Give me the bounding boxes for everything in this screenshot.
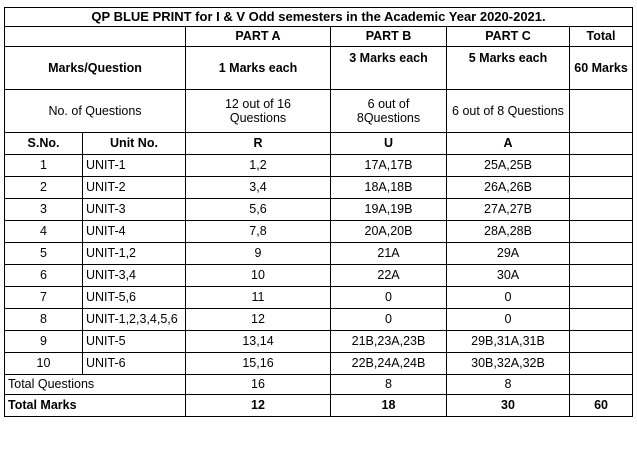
row-part-b: 19A,19B [331, 199, 447, 221]
row-unit: UNIT-6 [83, 353, 186, 375]
table-row [5, 353, 633, 375]
table-row [5, 243, 633, 265]
row-part-a: 9 [186, 243, 331, 265]
table-row [5, 155, 633, 177]
total-questions-part-c: 8 [447, 375, 570, 395]
part-c-marks: 5 Marks each [447, 47, 570, 90]
row-part-b: 0 [331, 309, 447, 331]
row-sno: 8 [5, 309, 83, 331]
total-marks-label: Total Marks [5, 395, 186, 417]
row-part-c: 30A [447, 265, 570, 287]
total-marks-part-c: 30 [447, 395, 570, 417]
row-unit: UNIT-1,2 [83, 243, 186, 265]
row-part-c: 29B,31A,31B [447, 331, 570, 353]
total-marks-grand-total: 60 [570, 395, 633, 417]
num-questions-label: No. of Questions [5, 90, 186, 133]
row-sno: 2 [5, 177, 83, 199]
row-part-a: 5,6 [186, 199, 331, 221]
row-unit: UNIT-3,4 [83, 265, 186, 287]
row-part-c: 30B,32A,32B [447, 353, 570, 375]
row-sno: 9 [5, 331, 83, 353]
part-a-num-questions: 12 out of 16 Questions [186, 90, 331, 133]
col-total-header [570, 133, 633, 155]
row-total [570, 331, 633, 353]
part-c-header: PART C [447, 27, 570, 47]
row-sno: 4 [5, 221, 83, 243]
part-a-header: PART A [186, 27, 331, 47]
table-title: QP BLUE PRINT for I & V Odd semesters in the Academic Year 2020-2021. [5, 8, 633, 27]
part-a-marks: 1 Marks each [186, 47, 331, 90]
table-row [5, 287, 633, 309]
row-total [570, 199, 633, 221]
col-unit-header: Unit No. [83, 133, 186, 155]
row-unit: UNIT-4 [83, 221, 186, 243]
part-b-marks: 3 Marks each [331, 47, 447, 90]
row-part-b: 0 [331, 287, 447, 309]
row-total [570, 177, 633, 199]
row-part-a: 7,8 [186, 221, 331, 243]
table-row [5, 331, 633, 353]
row-total [570, 243, 633, 265]
row-part-a: 10 [186, 265, 331, 287]
row-part-b: 20A,20B [331, 221, 447, 243]
row-part-c: 26A,26B [447, 177, 570, 199]
row-part-b: 21A [331, 243, 447, 265]
row-sno: 6 [5, 265, 83, 287]
row-unit: UNIT-3 [83, 199, 186, 221]
row-sno: 10 [5, 353, 83, 375]
marks-per-question-label: Marks/Question [5, 47, 186, 90]
table-row [5, 309, 633, 331]
table-row [5, 177, 633, 199]
col-r-header: R [186, 133, 331, 155]
row-part-a: 15,16 [186, 353, 331, 375]
row-unit: UNIT-1,2,3,4,5,6 [83, 309, 186, 331]
row-part-b: 17A,17B [331, 155, 447, 177]
row-part-c: 0 [447, 287, 570, 309]
row-part-b: 22A [331, 265, 447, 287]
row-part-a: 13,14 [186, 331, 331, 353]
row-part-c: 29A [447, 243, 570, 265]
row-part-c: 0 [447, 309, 570, 331]
row-part-b: 22B,24A,24B [331, 353, 447, 375]
col-u-header: U [331, 133, 447, 155]
total-questions-part-b: 8 [331, 375, 447, 395]
row-part-a: 12 [186, 309, 331, 331]
table-row [5, 221, 633, 243]
row-part-b: 18A,18B [331, 177, 447, 199]
row-part-c: 25A,25B [447, 155, 570, 177]
part-c-num-questions: 6 out of 8 Questions [447, 90, 570, 133]
parts-blank-cell [5, 27, 186, 47]
row-total [570, 353, 633, 375]
num-questions-total-cell [570, 90, 633, 133]
table-row [5, 199, 633, 221]
row-total [570, 309, 633, 331]
row-part-c: 27A,27B [447, 199, 570, 221]
total-marks-part-b: 18 [331, 395, 447, 417]
row-part-a: 3,4 [186, 177, 331, 199]
row-part-a: 11 [186, 287, 331, 309]
row-sno: 1 [5, 155, 83, 177]
row-part-c: 28A,28B [447, 221, 570, 243]
total-marks-part-a: 12 [186, 395, 331, 417]
row-total [570, 155, 633, 177]
total-header: Total [570, 27, 633, 47]
row-unit: UNIT-1 [83, 155, 186, 177]
part-b-num-questions: 6 out of 8Questions [331, 90, 447, 133]
table-row [5, 265, 633, 287]
row-part-a: 1,2 [186, 155, 331, 177]
col-sno-header: S.No. [5, 133, 83, 155]
row-sno: 7 [5, 287, 83, 309]
row-part-b: 21B,23A,23B [331, 331, 447, 353]
total-questions-total-cell [570, 375, 633, 395]
row-total [570, 221, 633, 243]
row-total [570, 287, 633, 309]
row-unit: UNIT-2 [83, 177, 186, 199]
row-sno: 5 [5, 243, 83, 265]
total-questions-label: Total Questions [5, 375, 186, 395]
part-b-header: PART B [331, 27, 447, 47]
row-unit: UNIT-5,6 [83, 287, 186, 309]
row-unit: UNIT-5 [83, 331, 186, 353]
total-questions-part-a: 16 [186, 375, 331, 395]
row-sno: 3 [5, 199, 83, 221]
total-marks-header: 60 Marks [570, 47, 633, 90]
row-total [570, 265, 633, 287]
col-a-header: A [447, 133, 570, 155]
blueprint-table [4, 7, 633, 417]
